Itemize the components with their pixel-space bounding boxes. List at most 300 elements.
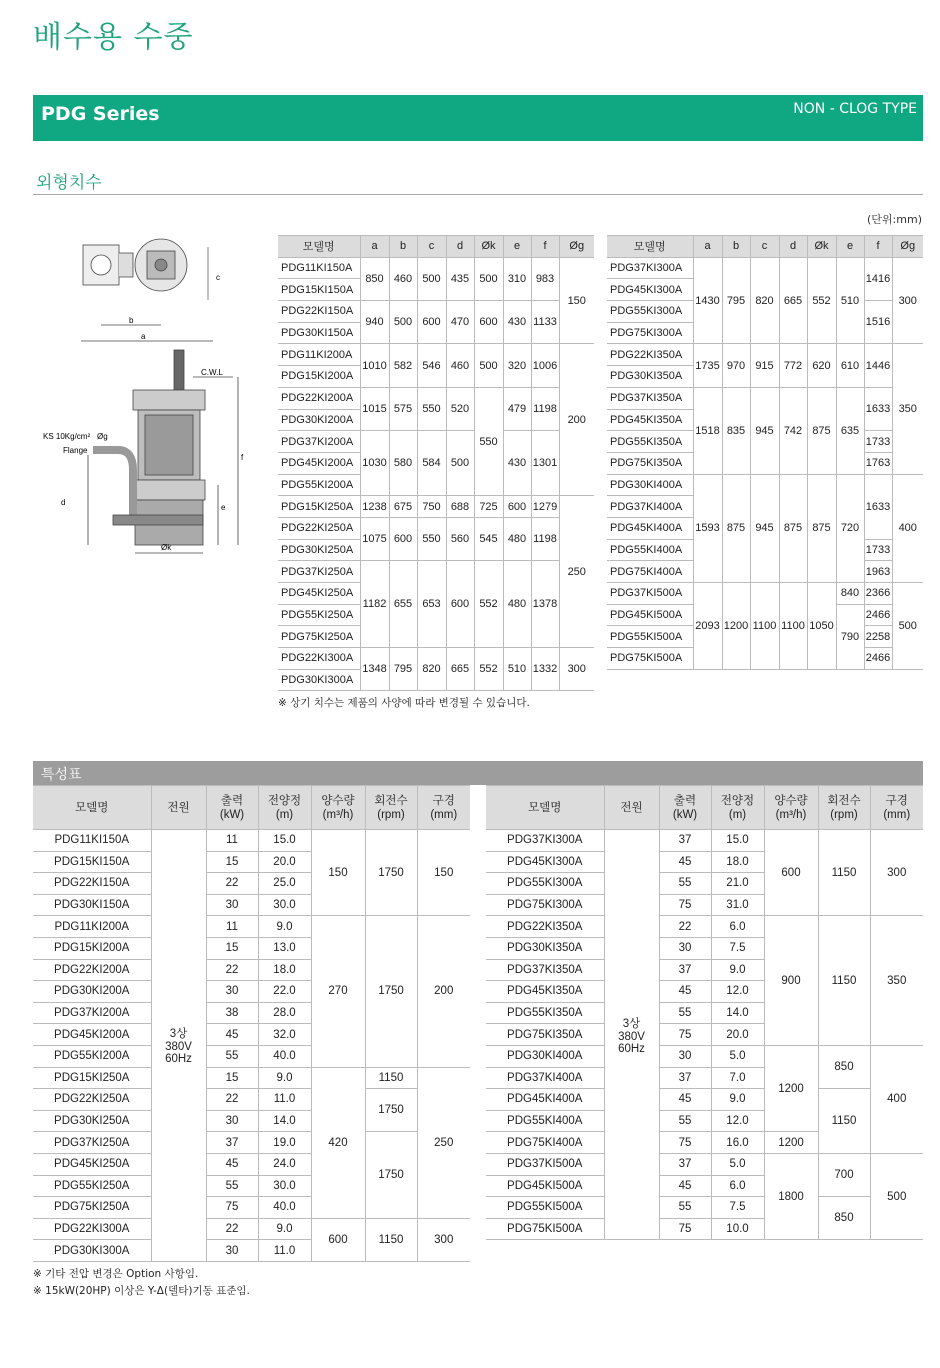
table-cell: 635 xyxy=(836,387,864,474)
table-cell: 1100 xyxy=(779,583,807,670)
table-cell: 479 xyxy=(503,387,531,430)
spec-note-1: ※ 기타 전압 변경은 Option 사항임. xyxy=(33,1268,199,1280)
table-cell: 653 xyxy=(417,561,446,648)
table-header-row xyxy=(607,236,923,258)
table-cell: 430 xyxy=(503,301,531,344)
col-header: Øk xyxy=(807,236,836,258)
table-cell: 30 xyxy=(206,981,258,1003)
table-cell: 7.0 xyxy=(711,1067,764,1089)
table-cell: PDG30KI300A xyxy=(33,1240,151,1262)
model-cell: PDG75KI300A xyxy=(607,322,693,344)
table-cell: 552 xyxy=(474,561,503,648)
table-cell: 전원 xyxy=(167,801,190,814)
table-cell: PDG30KI350A xyxy=(486,937,604,959)
table-cell: 1332 xyxy=(531,648,559,691)
table-cell: 600 xyxy=(311,1218,365,1261)
table-cell: 18.0 xyxy=(711,851,764,873)
table-cell: 150 xyxy=(417,830,470,916)
table-cell: 15.0 xyxy=(711,830,764,852)
table-row xyxy=(486,1089,923,1111)
dim-label-phi-k: Øk xyxy=(161,543,172,552)
model-cell: PDG30KI150A xyxy=(278,322,360,344)
table-cell: PDG11KI150A xyxy=(33,830,151,852)
table-cell: 945 xyxy=(750,474,779,582)
table-cell: 1733 xyxy=(864,431,892,453)
table-cell: 40.0 xyxy=(258,1045,311,1067)
table-cell: 60Hz xyxy=(165,1053,192,1066)
table-cell: 500 xyxy=(892,583,923,670)
table-cell: 14.0 xyxy=(258,1110,311,1132)
table-cell: 610 xyxy=(836,344,864,387)
table-cell: 600 xyxy=(474,301,503,344)
table-cell: 45 xyxy=(659,851,711,873)
dimension-table-right xyxy=(607,235,923,670)
table-cell: 320 xyxy=(503,344,531,387)
table-cell: PDG75KI300A xyxy=(486,894,604,916)
table-cell: 30 xyxy=(206,894,258,916)
table-cell: 9.0 xyxy=(258,1067,311,1089)
table-cell: PDG75KI250A xyxy=(33,1197,151,1219)
table-cell: 470 xyxy=(446,301,474,344)
table-cell: (rpm) xyxy=(377,808,405,821)
table-cell: PDG37KI250A xyxy=(33,1132,151,1154)
table-cell: 400 xyxy=(870,1045,923,1153)
table-cell: 19.0 xyxy=(258,1132,311,1154)
col-header: 모델명 xyxy=(607,236,693,258)
table-cell: 11 xyxy=(206,830,258,852)
table-cell: 584 xyxy=(417,431,446,496)
table-cell: 11.0 xyxy=(258,1240,311,1262)
table-cell: 11 xyxy=(206,916,258,938)
table-cell: 75 xyxy=(659,1132,711,1154)
col-header: 모델명 xyxy=(278,236,360,258)
table-cell: 460 xyxy=(389,257,417,300)
table-cell: 600 xyxy=(446,561,474,648)
table-cell: 1633 xyxy=(864,387,892,430)
dimension-note: ※ 상기 치수는 제품의 사양에 따라 변경될 수 있습니다. xyxy=(278,697,530,709)
table-cell: 2466 xyxy=(864,604,892,626)
table-cell: 1430 xyxy=(693,257,722,344)
model-cell: PDG75KI350A xyxy=(607,452,693,474)
col-header: c xyxy=(750,236,779,258)
model-cell: PDG55KI250A xyxy=(278,604,360,626)
table-cell: 1750 xyxy=(365,1089,417,1132)
table-cell: 32.0 xyxy=(258,1024,311,1046)
table-cell: PDG11KI200A xyxy=(33,916,151,938)
table-cell: 350 xyxy=(892,344,923,474)
table-cell: 480 xyxy=(503,517,531,560)
table-cell: 545 xyxy=(474,517,503,560)
table-cell: 회전수 xyxy=(827,794,861,807)
table-cell: 150 xyxy=(559,257,594,344)
table-row xyxy=(607,344,923,366)
col-header xyxy=(151,786,206,830)
model-cell: PDG75KI500A xyxy=(607,648,693,670)
model-cell: PDG30KI200A xyxy=(278,409,360,431)
table-row xyxy=(607,387,923,409)
table-cell: 300 xyxy=(892,257,923,344)
model-cell: PDG45KI300A xyxy=(607,279,693,301)
model-cell: PDG45KI500A xyxy=(607,604,693,626)
model-cell: PDG30KI350A xyxy=(607,366,693,388)
table-cell: 1100 xyxy=(750,583,779,670)
model-cell: PDG37KI200A xyxy=(278,431,360,453)
table-cell: 983 xyxy=(531,257,559,300)
table-cell: 550 xyxy=(474,387,503,495)
power-cell xyxy=(151,830,206,1262)
table-cell: (m) xyxy=(275,808,294,821)
table-cell: 22 xyxy=(659,916,711,938)
table-cell: 1198 xyxy=(531,517,559,560)
table-cell: 55 xyxy=(206,1175,258,1197)
table-cell: PDG15KI150A xyxy=(33,851,151,873)
table-cell: 37 xyxy=(659,1067,711,1089)
table-cell: 875 xyxy=(807,387,836,474)
table-cell: 25.0 xyxy=(258,873,311,895)
table-cell: 2466 xyxy=(864,648,892,670)
table-cell: 1633 xyxy=(864,474,892,539)
col-header: Øg xyxy=(559,236,594,258)
table-cell: PDG55KI250A xyxy=(33,1175,151,1197)
table-cell: 5.0 xyxy=(711,1045,764,1067)
table-cell: 9.0 xyxy=(711,959,764,981)
col-header: Øg xyxy=(892,236,923,258)
table-cell: 1446 xyxy=(864,344,892,387)
table-cell: 1348 xyxy=(360,648,389,691)
col-header: b xyxy=(389,236,417,258)
spec-title: 특성표 xyxy=(41,767,82,783)
table-cell: 1200 xyxy=(764,1045,818,1131)
table-cell: 31.0 xyxy=(711,894,764,916)
dim-label-flange: Flange xyxy=(63,446,88,455)
table-cell: 875 xyxy=(779,474,807,582)
dim-label-d: d xyxy=(61,498,66,507)
table-cell: 22 xyxy=(206,1089,258,1111)
table-cell: 9.0 xyxy=(258,916,311,938)
table-cell: 500 xyxy=(389,301,417,344)
table-cell: PDG45KI250A xyxy=(33,1153,151,1175)
table-cell: 11.0 xyxy=(258,1089,311,1111)
table-cell: (m) xyxy=(728,808,747,821)
table-cell: 30.0 xyxy=(258,894,311,916)
table-cell: 380V xyxy=(618,1030,645,1043)
table-cell: 45 xyxy=(206,1024,258,1046)
table-cell: 1750 xyxy=(365,1132,417,1218)
table-cell: 675 xyxy=(389,496,417,518)
table-row xyxy=(278,344,594,366)
table-cell: 3상 xyxy=(169,1028,188,1041)
spec-section-header xyxy=(33,761,923,785)
section-title: 외형치수 xyxy=(36,173,102,193)
table-cell: 1150 xyxy=(818,830,870,916)
table-cell: 7.5 xyxy=(711,1197,764,1219)
model-cell: PDG55KI400A xyxy=(607,539,693,561)
table-cell: 310 xyxy=(503,257,531,300)
table-cell: PDG15KI250A xyxy=(33,1067,151,1089)
table-cell: 500 xyxy=(474,344,503,387)
col-header xyxy=(311,786,365,830)
table-cell: 1050 xyxy=(807,583,836,670)
table-cell: 500 xyxy=(417,257,446,300)
model-cell: PDG37KI400A xyxy=(607,496,693,518)
table-cell: PDG22KI350A xyxy=(486,916,604,938)
table-cell: PDG22KI150A xyxy=(33,873,151,895)
table-cell: 1378 xyxy=(531,561,559,648)
table-cell: 1518 xyxy=(693,387,722,474)
table-cell: 양수량 xyxy=(321,794,355,807)
table-cell: 250 xyxy=(559,496,594,648)
table-row xyxy=(486,1153,923,1175)
table-cell: 1030 xyxy=(360,431,389,496)
table-cell: 12.0 xyxy=(711,981,764,1003)
table-cell: 795 xyxy=(389,648,417,691)
table-cell: 전원 xyxy=(620,801,643,814)
table-cell: 915 xyxy=(750,344,779,387)
table-cell: 550 xyxy=(417,517,446,560)
model-cell: PDG75KI400A xyxy=(607,561,693,583)
model-cell: PDG37KI250A xyxy=(278,561,360,583)
power-cell xyxy=(604,830,659,1240)
table-row xyxy=(486,830,923,852)
table-cell: 5.0 xyxy=(711,1153,764,1175)
table-cell: 20.0 xyxy=(711,1024,764,1046)
table-cell: 1763 xyxy=(864,452,892,474)
table-cell: 720 xyxy=(836,474,864,582)
table-cell: 13.0 xyxy=(258,937,311,959)
table-cell: 742 xyxy=(779,387,807,474)
table-cell: 750 xyxy=(417,496,446,518)
table-cell: 850 xyxy=(818,1045,870,1088)
table-cell: 출력 xyxy=(673,794,697,807)
table-cell: PDG37KI300A xyxy=(486,830,604,852)
table-cell: 1015 xyxy=(360,387,389,430)
col-header: f xyxy=(531,236,559,258)
col-header xyxy=(33,786,151,830)
dim-label-a: a xyxy=(141,332,146,341)
model-cell: PDG22KI250A xyxy=(278,517,360,539)
table-cell: (kW) xyxy=(672,808,698,821)
table-cell: 480 xyxy=(503,561,531,648)
table-cell: 37 xyxy=(659,830,711,852)
series-banner xyxy=(33,95,923,141)
table-cell: 30 xyxy=(206,1110,258,1132)
table-cell: 600 xyxy=(389,517,417,560)
table-cell: PDG37KI400A xyxy=(486,1067,604,1089)
table-cell: 1593 xyxy=(693,474,722,582)
table-cell: 1963 xyxy=(864,561,892,583)
dimension-table-left xyxy=(278,235,594,691)
table-cell: 16.0 xyxy=(711,1132,764,1154)
table-row xyxy=(607,474,923,496)
table-cell: 835 xyxy=(722,387,750,474)
model-cell: PDG22KI350A xyxy=(607,344,693,366)
page-title: 배수용 수중 xyxy=(33,20,194,55)
dim-label-phi-g: Øg xyxy=(97,432,108,441)
table-cell: 7.5 xyxy=(711,937,764,959)
col-header xyxy=(870,786,923,830)
table-cell: 15 xyxy=(206,851,258,873)
table-header-row xyxy=(486,786,923,830)
col-header xyxy=(711,786,764,830)
table-cell: 55 xyxy=(659,1197,711,1219)
table-cell: 55 xyxy=(659,873,711,895)
table-cell: 550 xyxy=(417,387,446,430)
series-type: NON - CLOG TYPE xyxy=(793,101,917,117)
table-cell: 600 xyxy=(503,496,531,518)
table-cell: 9.0 xyxy=(258,1218,311,1240)
table-row xyxy=(278,387,594,409)
table-cell: 22 xyxy=(206,959,258,981)
table-cell: 1075 xyxy=(360,517,389,560)
model-cell: PDG37KI500A xyxy=(607,583,693,605)
table-cell: 45 xyxy=(659,1089,711,1111)
table-cell: 모델명 xyxy=(528,801,562,814)
table-cell: PDG55KI200A xyxy=(33,1045,151,1067)
table-cell: PDG37KI200A xyxy=(33,1002,151,1024)
col-header: Øk xyxy=(474,236,503,258)
table-cell: 940 xyxy=(360,301,389,344)
table-cell: 1279 xyxy=(531,496,559,518)
section-divider xyxy=(33,194,923,195)
table-row xyxy=(486,916,923,938)
table-cell: 725 xyxy=(474,496,503,518)
col-header xyxy=(206,786,258,830)
model-cell: PDG22KI150A xyxy=(278,301,360,323)
dim-label-f: f xyxy=(241,453,244,462)
model-cell: PDG15KI250A xyxy=(278,496,360,518)
table-cell: 75 xyxy=(206,1197,258,1219)
table-cell: 회전수 xyxy=(374,794,408,807)
table-row xyxy=(607,257,923,279)
table-cell: 38 xyxy=(206,1002,258,1024)
table-cell: 22 xyxy=(206,873,258,895)
table-row xyxy=(278,496,594,518)
table-cell: 600 xyxy=(417,301,446,344)
table-cell: 1735 xyxy=(693,344,722,387)
table-cell: 12.0 xyxy=(711,1110,764,1132)
table-cell: 500 xyxy=(446,431,474,496)
model-cell: PDG30KI400A xyxy=(607,474,693,496)
pump-dimension-drawing xyxy=(33,225,273,565)
table-cell: 850 xyxy=(360,257,389,300)
table-cell: 1200 xyxy=(764,1132,818,1154)
table-cell: 3상 xyxy=(622,1017,641,1030)
table-cell: 400 xyxy=(892,474,923,582)
table-cell: 560 xyxy=(446,517,474,560)
table-cell: 688 xyxy=(446,496,474,518)
table-row xyxy=(33,1067,470,1089)
col-header: a xyxy=(693,236,722,258)
table-cell: 1516 xyxy=(864,301,892,344)
table-cell: 30 xyxy=(206,1240,258,1262)
table-cell: 380V xyxy=(165,1041,192,1054)
table-cell: 10.0 xyxy=(711,1218,764,1240)
table-cell: PDG22KI200A xyxy=(33,959,151,981)
spec-note-2: ※ 15kW(20HP) 이상은 Y-Δ(델타)기동 표준임. xyxy=(33,1285,250,1297)
table-row xyxy=(278,257,594,279)
table-row xyxy=(33,830,470,852)
table-cell: 500 xyxy=(474,257,503,300)
table-cell: 435 xyxy=(446,257,474,300)
col-header: b xyxy=(722,236,750,258)
spec-table-left xyxy=(33,785,470,1262)
table-cell: 37 xyxy=(659,959,711,981)
model-cell: PDG11KI200A xyxy=(278,344,360,366)
table-cell: 75 xyxy=(659,894,711,916)
table-header-row xyxy=(278,236,594,258)
table-row xyxy=(33,1218,470,1240)
table-cell: 15 xyxy=(206,937,258,959)
col-header: a xyxy=(360,236,389,258)
table-cell: PDG22KI250A xyxy=(33,1089,151,1111)
table-row xyxy=(278,648,594,670)
table-cell: 구경 xyxy=(885,794,908,807)
table-cell: PDG55KI300A xyxy=(486,873,604,895)
table-cell: 1416 xyxy=(864,257,892,300)
col-header xyxy=(764,786,818,830)
table-cell: 665 xyxy=(779,257,807,344)
table-cell: 22.0 xyxy=(258,981,311,1003)
table-cell: 20.0 xyxy=(258,851,311,873)
table-cell: PDG75KI350A xyxy=(486,1024,604,1046)
table-cell: 24.0 xyxy=(258,1153,311,1175)
model-cell: PDG45KI350A xyxy=(607,409,693,431)
table-cell: 1150 xyxy=(818,916,870,1046)
col-header: d xyxy=(779,236,807,258)
table-cell: 1800 xyxy=(764,1153,818,1239)
col-header xyxy=(365,786,417,830)
table-row xyxy=(486,1045,923,1067)
table-cell: 1200 xyxy=(722,583,750,670)
table-cell: 655 xyxy=(389,561,417,648)
table-cell: 2258 xyxy=(864,626,892,648)
model-cell: PDG11KI150A xyxy=(278,257,360,279)
table-cell: 21.0 xyxy=(711,873,764,895)
table-cell: 620 xyxy=(807,344,836,387)
table-cell: 850 xyxy=(818,1197,870,1240)
model-cell: PDG75KI250A xyxy=(278,626,360,648)
table-cell: 772 xyxy=(779,344,807,387)
table-cell: 520 xyxy=(446,387,474,430)
table-cell: 2093 xyxy=(693,583,722,670)
table-row xyxy=(33,916,470,938)
table-cell: PDG30KI250A xyxy=(33,1110,151,1132)
table-cell: PDG37KI500A xyxy=(486,1153,604,1175)
table-row xyxy=(33,1089,470,1111)
model-cell: PDG55KI200A xyxy=(278,474,360,496)
table-cell: (m³/h) xyxy=(322,808,354,821)
table-cell: 양수량 xyxy=(774,794,808,807)
table-cell: 150 xyxy=(311,830,365,916)
table-row xyxy=(33,1132,470,1154)
table-cell: (mm) xyxy=(430,808,458,821)
table-cell: 546 xyxy=(417,344,446,387)
table-cell: 250 xyxy=(417,1067,470,1218)
table-cell: 1150 xyxy=(365,1067,417,1089)
table-cell: 552 xyxy=(474,648,503,691)
table-cell: PDG55KI400A xyxy=(486,1110,604,1132)
table-cell: 552 xyxy=(807,257,836,344)
table-cell: 15 xyxy=(206,1067,258,1089)
table-cell: 900 xyxy=(764,916,818,1046)
table-cell: 30.0 xyxy=(258,1175,311,1197)
table-cell: 350 xyxy=(870,916,923,1046)
table-cell: 2366 xyxy=(864,583,892,605)
table-cell: 875 xyxy=(722,474,750,582)
table-cell: PDG22KI300A xyxy=(33,1218,151,1240)
spec-table-right xyxy=(486,785,923,1240)
table-cell: PDG15KI200A xyxy=(33,937,151,959)
